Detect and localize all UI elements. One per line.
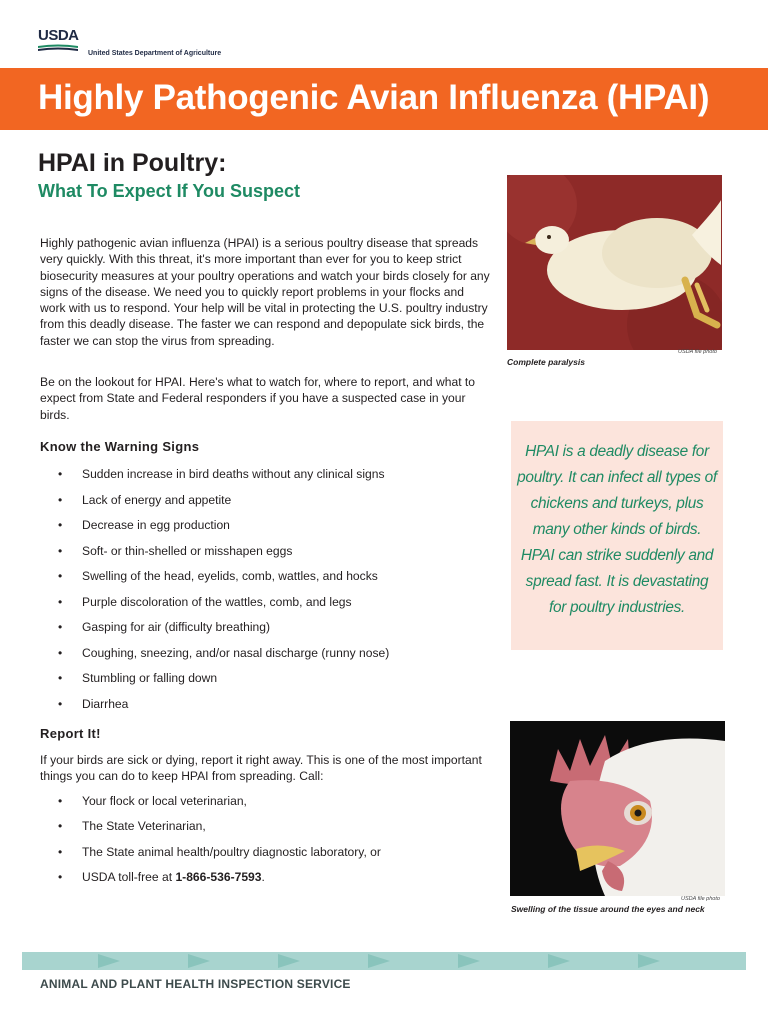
usda-contact-prefix: USDA toll-free at [82, 869, 176, 884]
report-paragraph: If your birds are sick or dying, report it right away. This is one of the most important things you can do to keep HPAI from spreading. Call: [40, 753, 482, 784]
page-subtitle: What To Expect If You Suspect [38, 181, 301, 201]
list-item: • Coughing, sneezing, and/or nasal discharge (runny nose) [58, 644, 488, 670]
list-item: • The State animal health/poultry diagnostic laboratory, or [58, 843, 488, 868]
usda-contact-suffix: . [261, 869, 265, 884]
report-heading: Report It! [40, 726, 101, 741]
chicken-paralysis-image [507, 175, 722, 350]
photo-credit: USDA file photo [681, 896, 720, 902]
swollen-chicken-photo [510, 721, 725, 896]
list-item: • The State Veterinarian, [58, 817, 488, 842]
banner-title: Highly Pathogenic Avian Influenza (HPAI) [38, 78, 710, 117]
report-contacts-list [58, 792, 488, 893]
photo-caption: Swelling of the tissue around the eyes and neck [511, 904, 705, 914]
department-name: United States Department of Agriculture [88, 50, 222, 57]
usda-logo-text: USDA [38, 27, 79, 44]
photo-credit: USDA file photo [678, 349, 717, 355]
list-item: • Decrease in egg production [58, 516, 488, 542]
footer-arrows-icon [22, 952, 746, 970]
usda-logo-bars-icon [38, 44, 78, 52]
intro-paragraph: Highly pathogenic avian influenza (HPAI) is a serious poultry disease that spreads very quickly. With this threat, it's more important than ever for you to keep strict biosecurity measures at your poultry operations and watch your birds closely for any signs of the disease. We need you to quickly report problems in your flocks and work with us to respond. Your help will be vital in protecting the U.S. poultry industry from this deadly disease. The faster we can respond and depopulate sick birds, the faster we can stop the virus from spreading. [40, 236, 490, 348]
lookout-paragraph: Be on the lookout for HPAI. Here's what to watch for, where to report, and what to expect from State and Federal responders if you have a suspected case in your birds. [40, 375, 476, 422]
chicken-head-image [510, 721, 725, 896]
footer-agency-name: ANIMAL AND PLANT HEALTH INSPECTION SERVICE [40, 977, 351, 991]
phone-number[interactable]: 1-866-536-7593 [175, 869, 262, 884]
list-item: • Purple discoloration of the wattles, comb, and legs [58, 593, 488, 619]
callout-text: HPAI is a deadly disease for poultry. It can infect all types of chickens and turkeys, plus many other kinds of birds. HPAI can strike suddenly and spread fast. It is devastating for poultry industries. [517, 443, 717, 616]
list-item: • Sudden increase in bird deaths without any clinical signs [58, 465, 488, 491]
warning-signs-heading: Know the Warning Signs [40, 439, 200, 454]
photo-caption: Complete paralysis [507, 357, 585, 367]
list-item: • Your flock or local veterinarian, [58, 792, 488, 817]
list-item: • Diarrhea [58, 695, 488, 721]
list-item: • Soft- or thin-shelled or misshapen eggs [58, 542, 488, 568]
list-item: • Lack of energy and appetite [58, 491, 488, 517]
list-item [58, 868, 488, 893]
warning-signs-list [58, 465, 488, 720]
list-item: • Stumbling or falling down [58, 669, 488, 695]
usda-logo [38, 28, 78, 52]
footer-band [22, 952, 746, 970]
list-item: • Swelling of the head, eyelids, comb, wattles, and hocks [58, 567, 488, 593]
page-title: HPAI in Poultry: [38, 149, 227, 177]
list-item: • Gasping for air (difficulty breathing) [58, 618, 488, 644]
paralyzed-chicken-photo [507, 175, 722, 350]
